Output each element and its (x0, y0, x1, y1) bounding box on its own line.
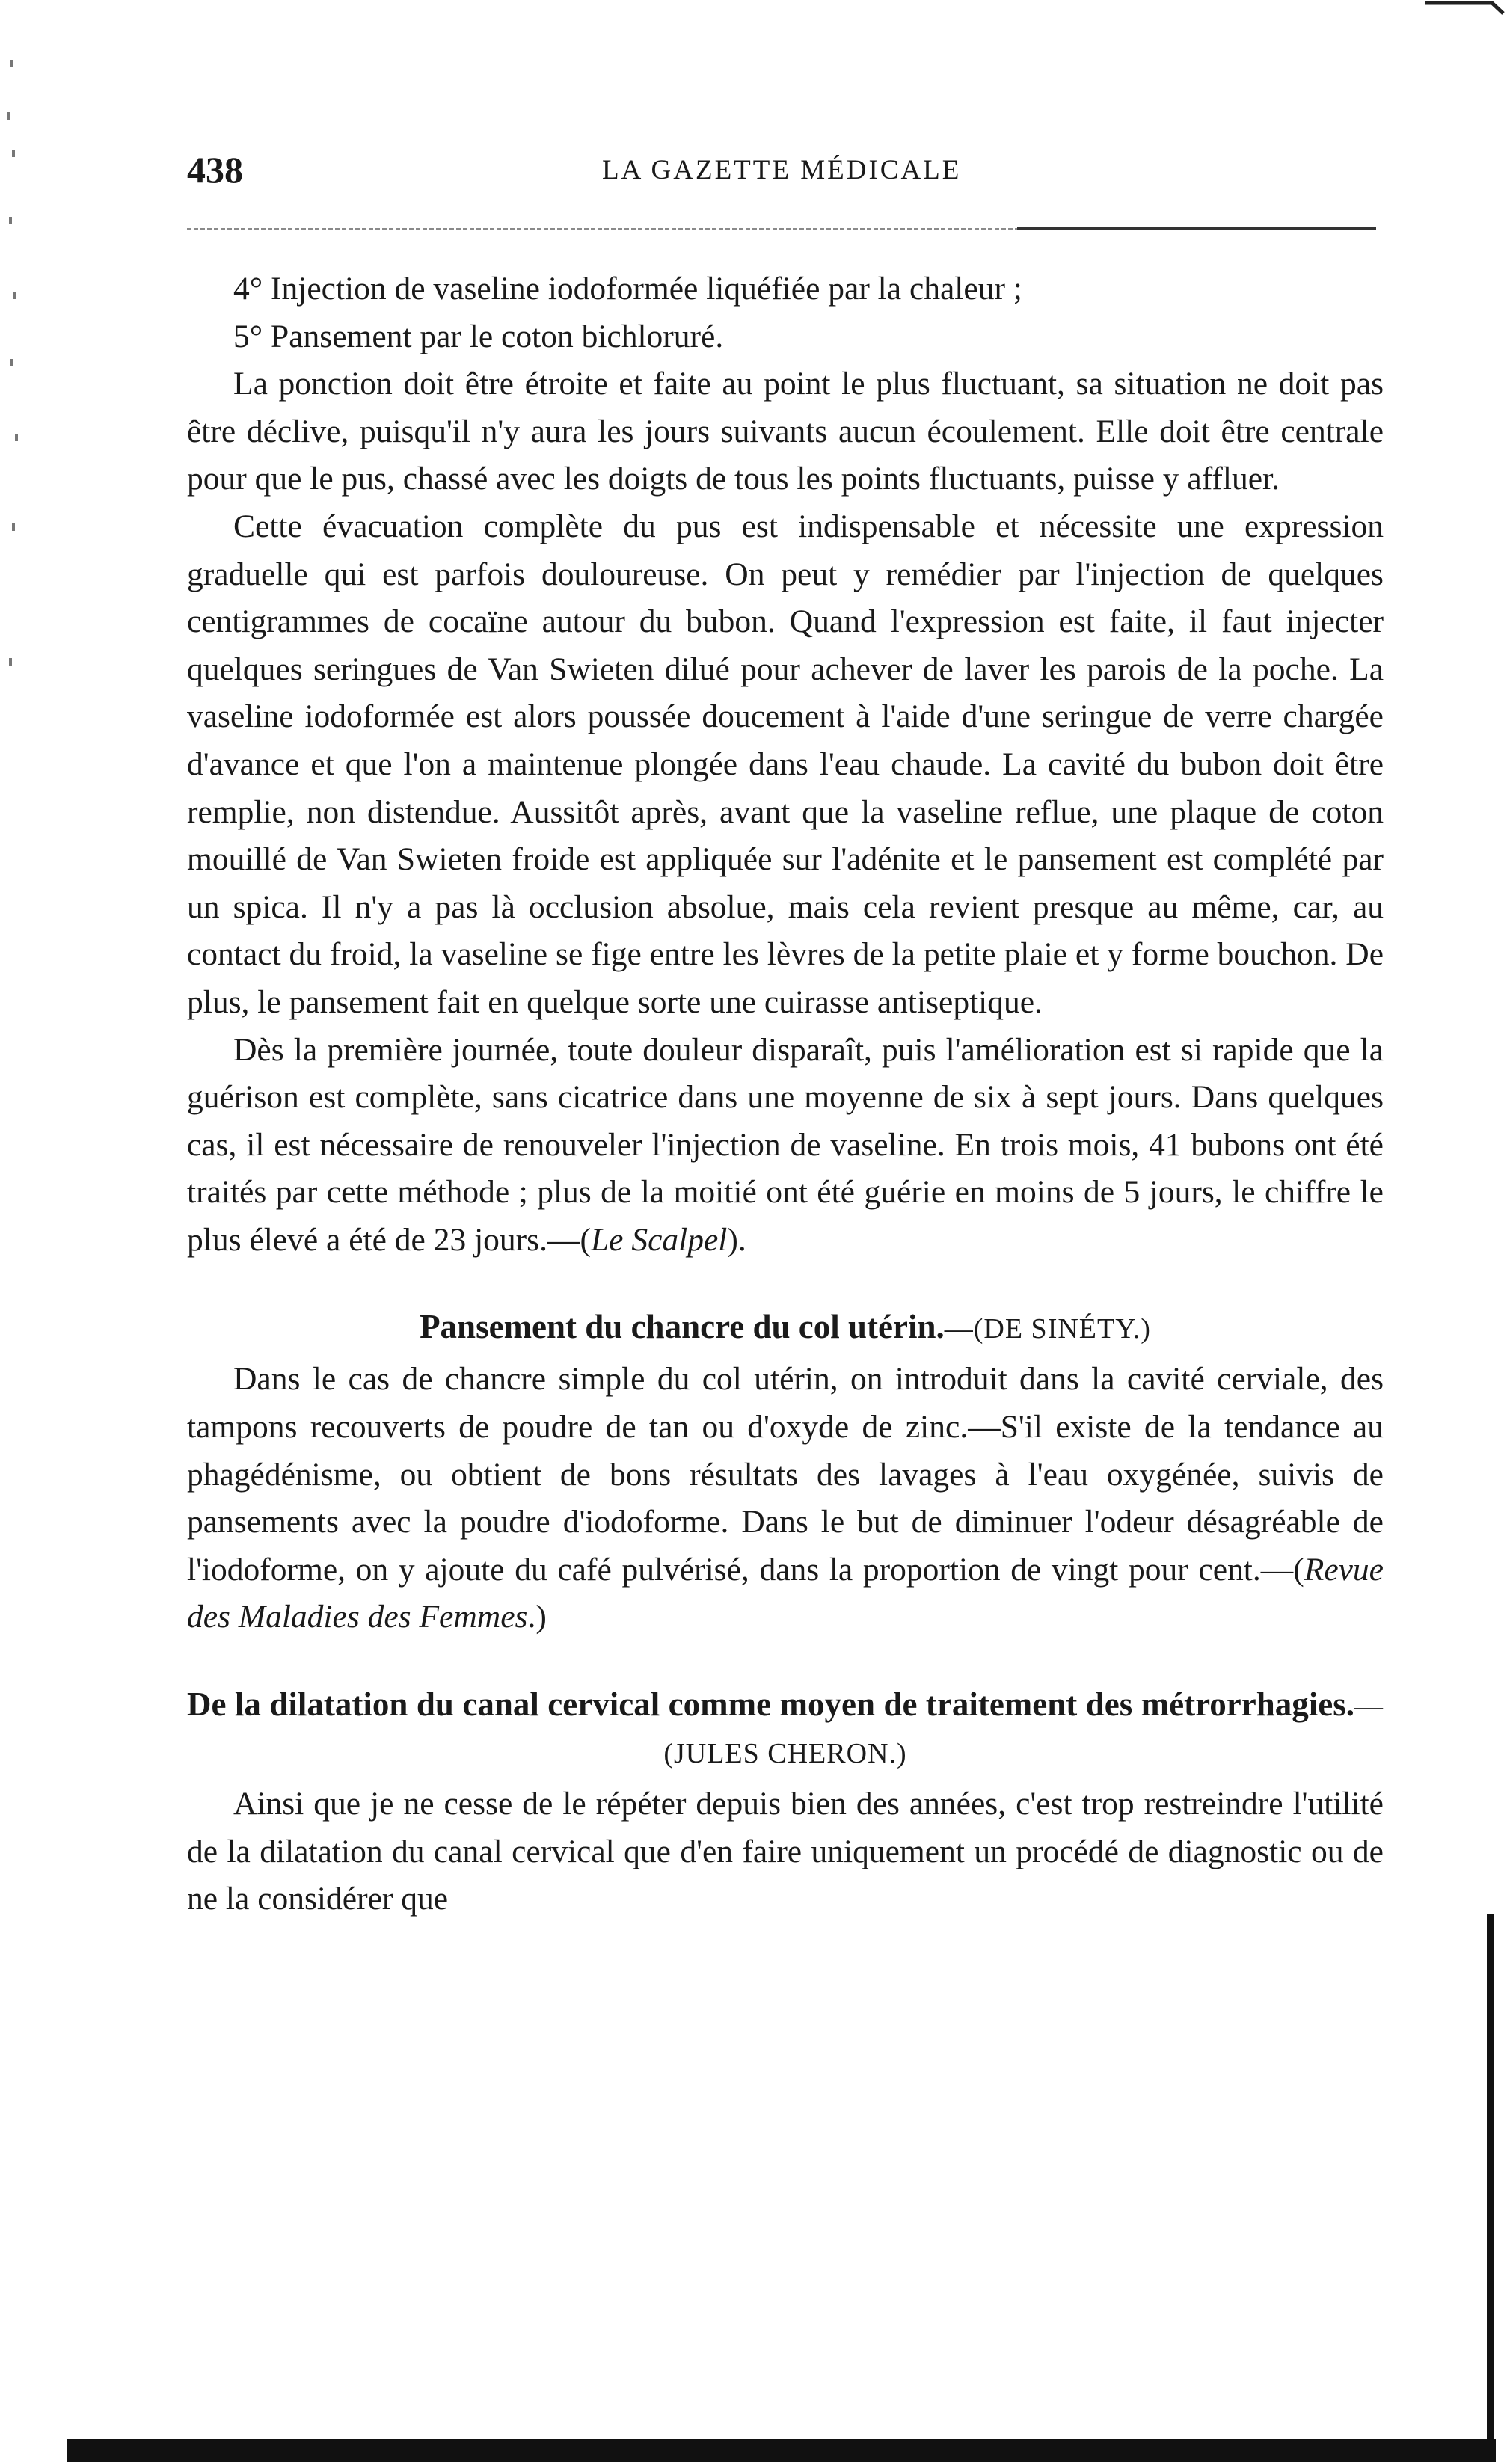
section-title: De la dilatation du canal cervical comme moyen de traitement des métrorrhagies. (187, 1686, 1354, 1724)
corner-ink-mark (1421, 0, 1507, 16)
paragraph: La ponction doit être étroite et faite au point le plus fluctuant, sa situation ne doit pas être déclive, puisqu'il n'y aura les jours suivants aucun écoulement. Elle doit être centrale pour que le pus, chassé avec les doigts de tous les points fluctuants, puisse y affluer. (187, 366, 1384, 497)
article-body (187, 265, 1384, 1923)
section-attribution: —(JULES CHERON.) (663, 1691, 1384, 1770)
paragraph-text: Dans le cas de chancre simple du col utérin, on introduit dans la cavité cerviale, des tampons recouverts de poudre de tan ou d'oxyde de zinc.—S'il existe de la tendance au phagédénisme, ou obtient de bons résultats des lavages à l'eau oxygénée, suivis de pansements avec la poudre d'iodoforme. Dans le but de diminuer l'odeur désagréable de l'iodoforme, on y ajoute du café pulvérisé, dans la proportion de vingt pour cent.—( (187, 1361, 1384, 1588)
scan-bottom-bar (67, 2439, 1496, 2462)
paragraph: Ainsi que je ne cesse de le répéter depuis bien des années, c'est trop restreindre l'utilité de la dilatation du canal cervical que d'en faire uniquement un procédé de diagnostic ou de ne la considérer que (187, 1786, 1384, 1917)
section-heading (187, 1304, 1384, 1351)
header-rule-solid (1017, 227, 1376, 230)
margin-specks (0, 45, 30, 718)
source-citation: Revue des Maladies des Femmes (187, 1551, 1384, 1635)
page-header (187, 148, 1384, 200)
list-item: 5° Pansement par le coton bichloruré. (233, 318, 724, 354)
paragraph: Cette évacuation complète du pus est indispensable et nécessite une expression graduelle qui est parfois douloureuse. On peut y remédier par l'injection de quelques centigrammes de cocaïne autour du bubon. Quand l'expression est faite, il faut injecter quelques seringues de Van Swieten dilué pour achever de laver les parois de la poche. La vaseline iodoformée est alors poussée doucement à l'aide d'une seringue de verre chargée d'avance et que l'on a maintenue plongée dans l'eau chaude. La cavité du bubon doit être remplie, non distendue. Aussitôt après, avant que la vaseline reflue, une plaque de coton mouillé de Van Swieten froide est appliquée sur l'adénite et le pansement est complété par un spica. Il n'y a pas là occlusion absolue, mais cela revient presque au même, car, au contact du froid, la vaseline se fige entre les lèvres de la petite plaie et y forme bouchon. De plus, le pansement fait en quelque sorte une cuirasse antiseptique. (187, 508, 1384, 1020)
running-title: LA GAZETTE MÉDICALE (602, 155, 962, 185)
page-number: 438 (187, 149, 243, 191)
scan-edge-bar (1487, 1914, 1494, 2460)
list-item: 4° Injection de vaseline iodoformée liquéfiée par la chaleur ; (233, 271, 1022, 307)
section-title: Pansement du chancre du col utérin. (420, 1308, 945, 1346)
paragraph-text: Dès la première journée, toute douleur disparaît, puis l'amélioration est si rapide que la guérison est complète, sans cicatrice dans une moyenne de six à sept jours. Dans quelques cas, il est nécessaire de renouveler l'injection de vaseline. En trois mois, 41 bubons ont été traités par cette méthode ; plus de la moitié ont été guérie en moins de 5 jours, le chiffre le plus élevé a été de 23 jours.—( (187, 1031, 1384, 1258)
section-attribution: —(DE SINÉTY.) (944, 1313, 1151, 1345)
citation-close: ). (727, 1221, 746, 1258)
source-citation: Le Scalpel (590, 1221, 728, 1258)
section-heading (187, 1682, 1384, 1776)
paragraph (187, 1027, 1384, 1265)
paragraph (187, 1356, 1384, 1641)
citation-close: .) (527, 1599, 547, 1635)
